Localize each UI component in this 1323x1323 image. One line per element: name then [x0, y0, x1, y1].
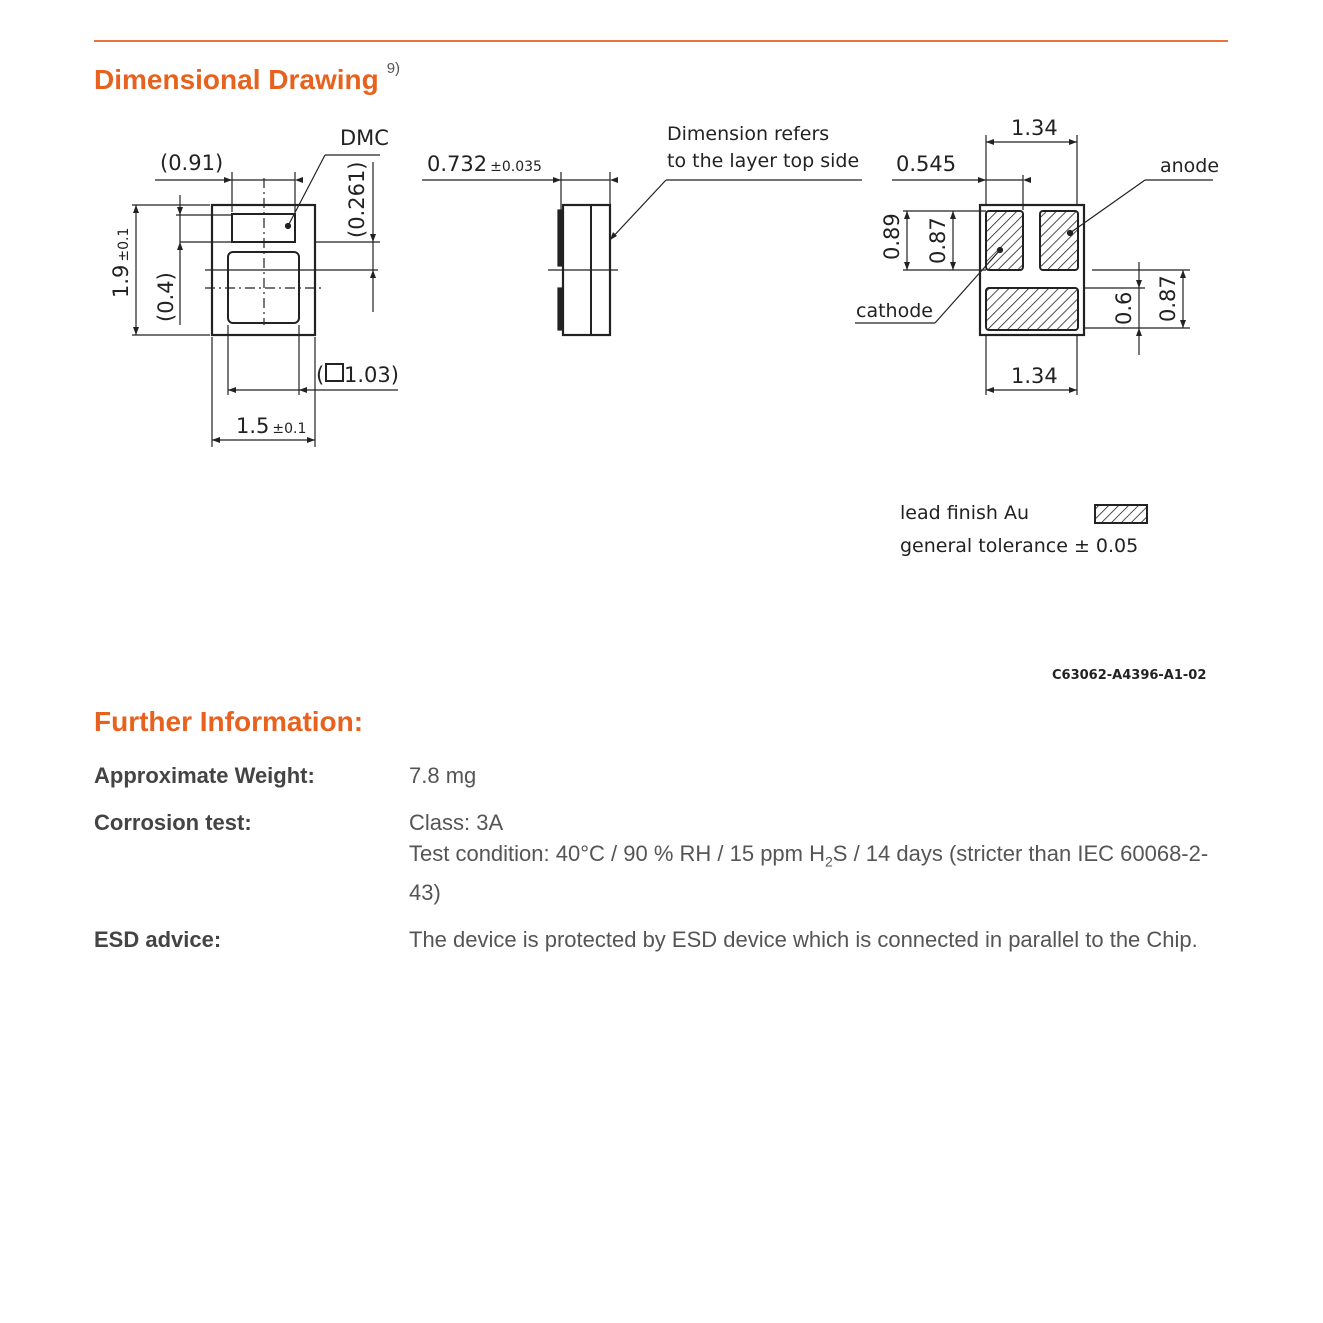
dim-15: 1.5 ±0.1 — [236, 414, 307, 438]
hatch-swatch-icon — [1095, 505, 1147, 523]
dim-0261: (0.261) — [345, 161, 369, 238]
legend-general-tolerance: general tolerance ± 0.05 — [900, 535, 1139, 557]
footnote-marker: 9) — [386, 59, 401, 77]
dim-087-right: 0.87 — [1156, 275, 1180, 322]
weight-value: 7.8 mg — [409, 763, 477, 788]
weight-label: Approximate Weight: — [94, 763, 315, 788]
anode-pad — [1040, 211, 1078, 270]
corrosion-label: Corrosion test: — [94, 810, 252, 835]
esd-label: ESD advice: — [94, 927, 222, 953]
legend-lead-finish: lead finish Au — [900, 502, 1030, 524]
further-information-table — [94, 760, 1214, 971]
corrosion-class: Class: 3A — [409, 810, 504, 835]
dmc-label: DMC — [340, 126, 389, 150]
info-row-weight — [94, 760, 1214, 791]
corrosion-condition: Test condition: 40°C / 90 % RH / 15 ppm $H_2S / 14$ days (stricter than IEC 60068-2-43) — [409, 841, 1209, 906]
drawing-id: C63062-A4396-A1-02 — [1052, 668, 1207, 683]
thermal-pad — [986, 288, 1078, 330]
dim-0545: 0.545 — [896, 152, 957, 176]
dim-134-bottom: 1.34 — [1011, 364, 1058, 388]
anode-label: anode — [1160, 155, 1220, 177]
dim-134-top: 1.34 — [1011, 116, 1058, 140]
dim-089: 0.89 — [880, 213, 904, 260]
cathode-label: cathode — [856, 300, 933, 322]
dimensional-drawing-title: Dimensional Drawing — [94, 64, 379, 95]
info-row-corrosion — [94, 807, 1214, 908]
dim-087-left: 0.87 — [926, 217, 950, 264]
dim-091: (0.91) — [160, 151, 224, 175]
esd-value: The device is protected by ESD device which is connected in parallel to the Chip. — [409, 927, 1198, 953]
side-view — [422, 172, 862, 335]
corrosion-value — [409, 807, 1214, 908]
note-line-1: Dimension refers — [667, 123, 830, 145]
cathode-pad — [986, 211, 1023, 270]
dim-06: 0.6 — [1112, 291, 1136, 325]
note-line-2: to the layer top side — [667, 150, 860, 172]
square-symbol-icon — [326, 364, 343, 381]
dim-0732: 0.732 ±0.035 — [427, 152, 542, 176]
dim-103-open: ( — [316, 363, 325, 387]
dim-19: 1.9±0.1 — [109, 227, 133, 298]
info-row-esd — [94, 924, 1214, 955]
section-title-further-information: Further Information: — [94, 706, 364, 737]
dim-103: 1.03) — [344, 363, 399, 387]
dim-04: (0.4) — [154, 272, 178, 322]
